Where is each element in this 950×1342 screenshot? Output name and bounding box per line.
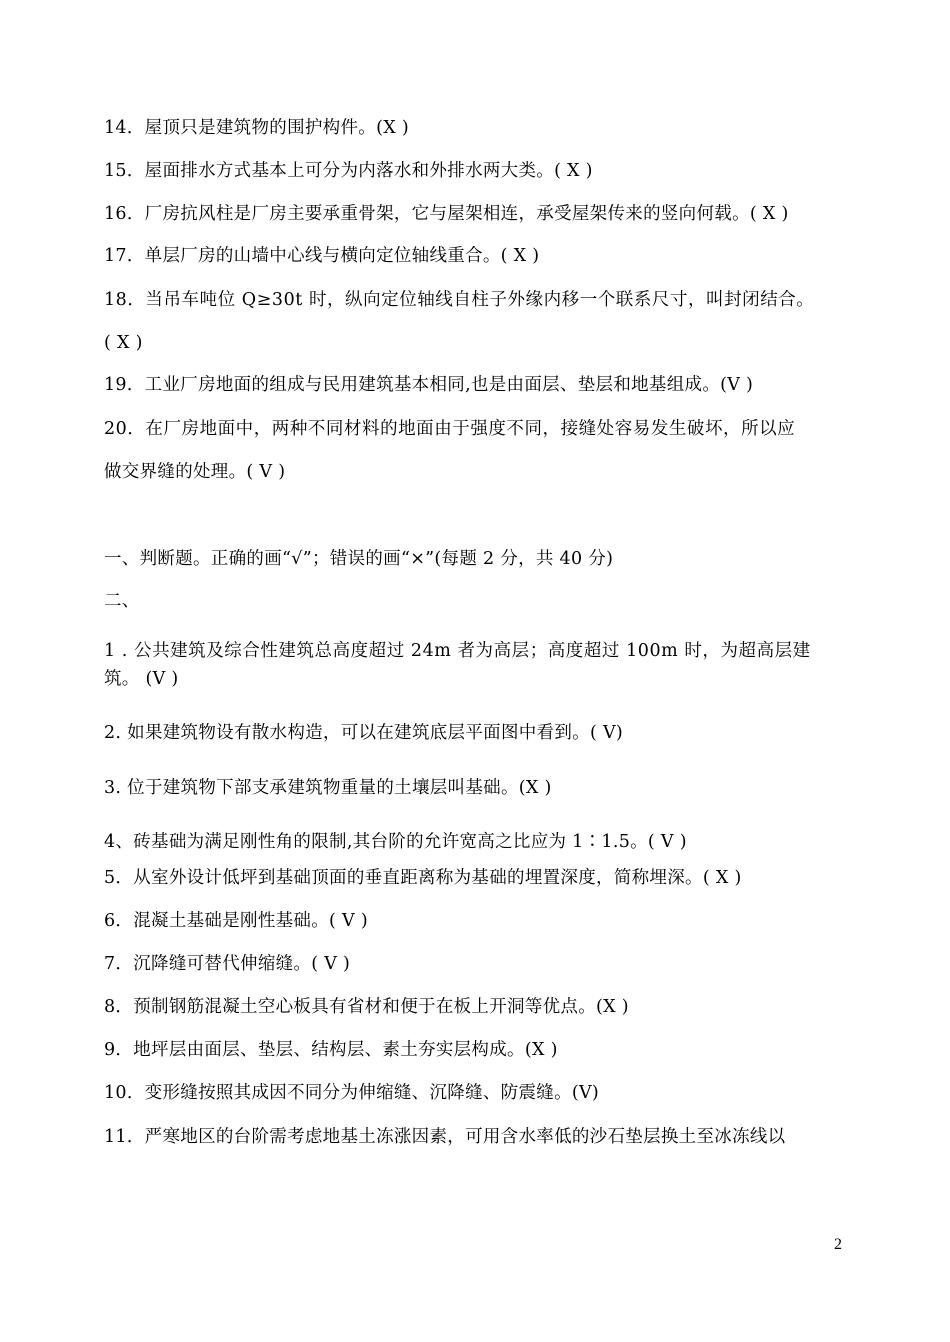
question-6: 6．混凝土基础是刚性基础。( V ) bbox=[104, 911, 368, 931]
question-7: 7．沉降缝可替代伸缩缝。( V ) bbox=[104, 954, 351, 974]
question-16: 16．厂房抗风柱是厂房主要承重骨架，它与屋架相连，承受屋架传来的竖向何载。( X ) bbox=[104, 204, 789, 224]
page-number: 2 bbox=[834, 1236, 842, 1253]
question-18-answer: ( X ) bbox=[104, 333, 143, 353]
question-1-answer: 筑。 (V ) bbox=[104, 669, 179, 689]
question-20: 20．在厂房地面中，两种不同材料的地面由于强度不同，接缝处容易发生破坏，所以应 bbox=[104, 419, 796, 439]
question-9: 9．地坪层由面层、垫层、结构层、素土夯实层构成。(X ) bbox=[104, 1040, 558, 1060]
question-2: 2. 如果建筑物设有散水构造，可以在建筑底层平面图中看到。( V) bbox=[104, 723, 624, 743]
question-17: 17．单层厂房的山墙中心线与横向定位轴线重合。( X ) bbox=[104, 246, 540, 266]
question-8: 8．预制钢筋混凝土空心板具有省材和便于在板上开洞等优点。(X ) bbox=[104, 997, 629, 1017]
question-20-answer: 做交界缝的处理。( V ) bbox=[104, 462, 286, 482]
question-10: 10．变形缝按照其成因不同分为伸缩缝、沉降缝、防震缝。(V) bbox=[104, 1083, 600, 1103]
section-heading-two: 二、 bbox=[104, 591, 140, 611]
question-14: 14．屋顶只是建筑物的围护构件。(X ) bbox=[104, 118, 409, 138]
question-1: 1 . 公共建筑及综合性建筑总高度超过 24m 者为高层；高度超过 100m 时，为超高层建 bbox=[104, 641, 811, 661]
question-4: 4、砖基础为满足刚性角的限制,其台阶的允许宽高之比应为 1∶1.5。( V ) bbox=[104, 832, 687, 852]
section-heading-judgement: 一、判断题。正确的画“√”；错误的画“×”(每题 2 分，共 40 分) bbox=[104, 549, 614, 569]
question-19: 19．工业厂房地面的组成与民用建筑基本相同,也是由面层、垫层和地基组成。(V ) bbox=[104, 375, 754, 395]
question-3: 3. 位于建筑物下部支承建筑物重量的土壤层叫基础。(X ) bbox=[104, 778, 552, 798]
question-15: 15．屋面排水方式基本上可分为内落水和外排水两大类。( X ) bbox=[104, 161, 593, 181]
question-11: 11．严寒地区的台阶需考虑地基土冻涨因素，可用含水率低的沙石垫层换土至冰冻线以 bbox=[104, 1127, 786, 1147]
question-5: 5．从室外设计低坪到基础顶面的垂直距离称为基础的埋置深度，简称埋深。( X ) bbox=[104, 868, 742, 888]
question-18: 18．当吊车吨位 Q≥30t 时，纵向定位轴线自柱子外缘内移一个联系尺寸，叫封闭结合。 bbox=[104, 290, 815, 310]
